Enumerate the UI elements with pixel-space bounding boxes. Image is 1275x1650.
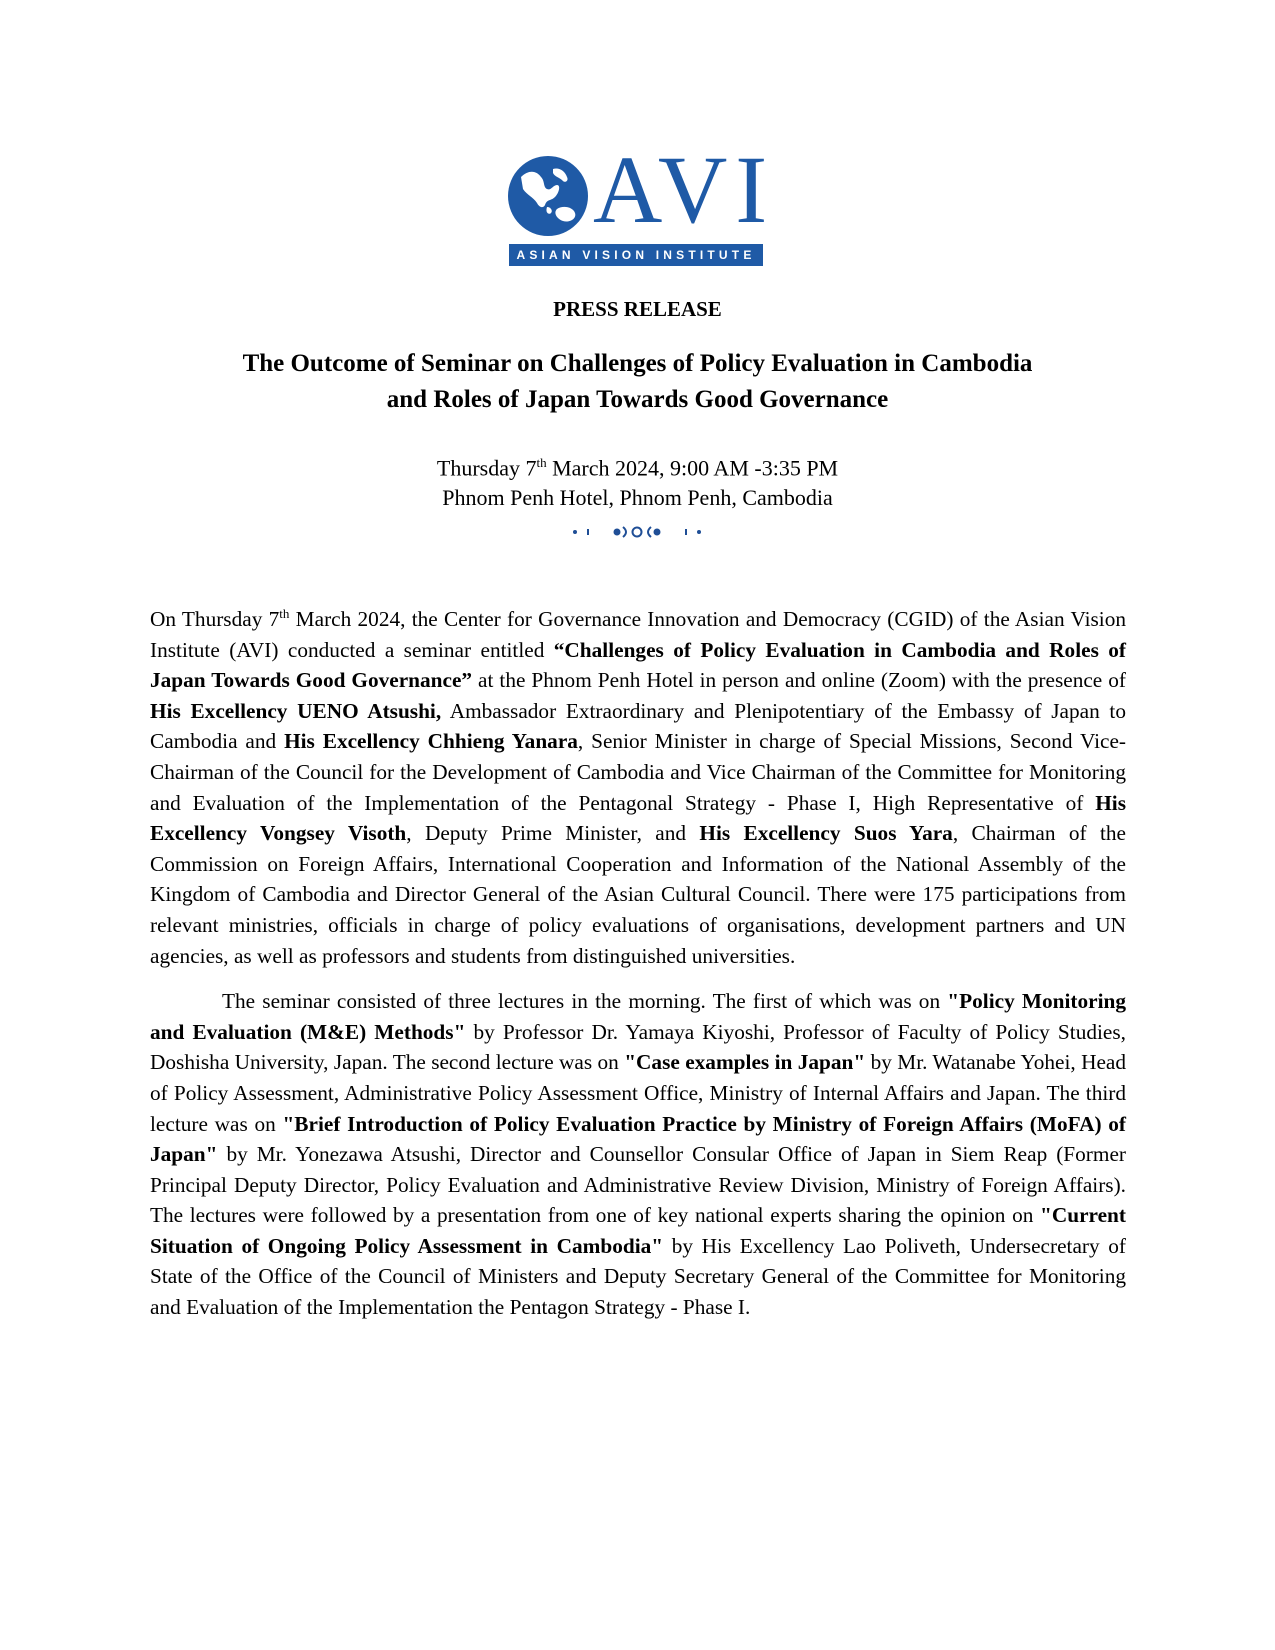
- date-suffix: March 2024, 9:00 AM -3:35 PM: [546, 455, 839, 481]
- date-ordinal: th: [536, 455, 547, 470]
- text: The seminar consisted of three lectures in the morning. The first of which was on: [222, 989, 948, 1014]
- globe-icon: [507, 155, 589, 237]
- ordinal: th: [279, 605, 290, 621]
- article-body: [150, 604, 1126, 1338]
- text: Ambassador Extraordinary and Plenipotentiary of the Embassy of Japan to Cambodia and: [150, 698, 1126, 754]
- event-meta: [0, 448, 1275, 513]
- logo-band-text: ASIAN VISION INSTITUTE: [509, 244, 763, 266]
- dignitary-bold: His Excellency Chhieng Yanara: [284, 729, 578, 754]
- text: at the Phnom Penh Hotel in person and online (Zoom) with the presence of: [472, 668, 1126, 693]
- lecture-title-bold: "Current Situation of Ongoing Policy Assessment in Cambodia": [150, 1203, 1126, 1258]
- text: On Thursday 7: [150, 607, 280, 631]
- paragraph-intro: [150, 604, 1126, 971]
- title-line-2: and Roles of Japan Towards Good Governance: [386, 386, 889, 413]
- avi-logo: [505, 136, 776, 268]
- ornament-divider-icon: [527, 524, 747, 540]
- dignitary-bold: His Excellency Vongsey Visoth: [150, 790, 1126, 846]
- text: March 2024, the Center for Governance Innovation and Democracy (CGID) of the Asian Vision Institute (AVI) conducted a seminar entitled: [150, 607, 1126, 662]
- text: by His Excellency Lao Poliveth, Undersecretary of State of the Office of the Council of Ministers and Deputy Secretary General of the Committee for Monitoring and Evaluation of the Implementation the Pentagon Strategy - Phase I.: [150, 1233, 1126, 1320]
- dignitary-bold: His Excellency UENO Atsushi,: [150, 698, 442, 723]
- text: , Senior Minister in charge of Special Missions, Second Vice-Chairman of the Council for the Development of Cambodia and Vice Chairman of the Committee for Monitoring and Evaluation of the Implementation of the Pentagonal Strategy - Phase I, High Representative of: [150, 729, 1126, 815]
- text: by Mr. Watanabe Yohei, Head of Policy Assessment, Administrative Policy Assessment Office, Ministry of Internal Affairs and Japan. The third lecture was on: [150, 1050, 1126, 1136]
- title-line-1: The Outcome of Seminar on Challenges of Policy Evaluation in Cambodia: [242, 350, 1033, 377]
- logo-letters: AVI: [593, 136, 776, 243]
- lecture-title-bold: "Case examples in Japan": [624, 1050, 866, 1075]
- dignitary-bold: His Excellency Suos Yara: [699, 821, 953, 846]
- text: , Chairman of the Commission on Foreign Affairs, International Cooperation and Information of the National Assembly of the Kingdom of Cambodia and Director General of the Asian Cultural Council. There were 175 participations from relevant ministries, officials in charge of policy evaluations of organisations, development partners and UN agencies, as well as professors and students from distinguished universities.: [150, 821, 1126, 968]
- text: , Deputy Prime Minister, and: [406, 821, 700, 846]
- event-date: [0, 448, 1275, 483]
- paragraph-lectures: [150, 986, 1126, 1323]
- logo-mark: [505, 136, 776, 243]
- date-prefix: Thursday 7: [436, 455, 537, 481]
- press-release-label: PRESS RELEASE: [553, 297, 722, 321]
- text: by Mr. Yonezawa Atsushi, Director and Counsellor Consular Office of Japan in Siem Reap (Former Principal Deputy Director, Policy Evaluation and Administrative Review Division, Ministry of Foreign Affairs). The lectures were followed by a presentation from one of key national experts sharing the opinion on: [150, 1142, 1126, 1228]
- lecture-title-bold: "Brief Introduction of Policy Evaluation Practice by Ministry of Foreign Affairs (MoFA) of Japan": [150, 1111, 1126, 1167]
- page-title: [0, 346, 1275, 418]
- text: by Professor Dr. Yamaya Kiyoshi, Professor of Faculty of Policy Studies, Doshisha University, Japan. The second lecture was on: [150, 1019, 1126, 1075]
- event-venue: Phnom Penh Hotel, Phnom Penh, Cambodia: [442, 485, 833, 511]
- lecture-title-bold: "Policy Monitoring and Evaluation (M&E) Methods": [150, 989, 1127, 1044]
- seminar-title-bold: “Challenges of Policy Evaluation in Cambodia and Roles of Japan Towards Good Governance”: [150, 637, 1127, 693]
